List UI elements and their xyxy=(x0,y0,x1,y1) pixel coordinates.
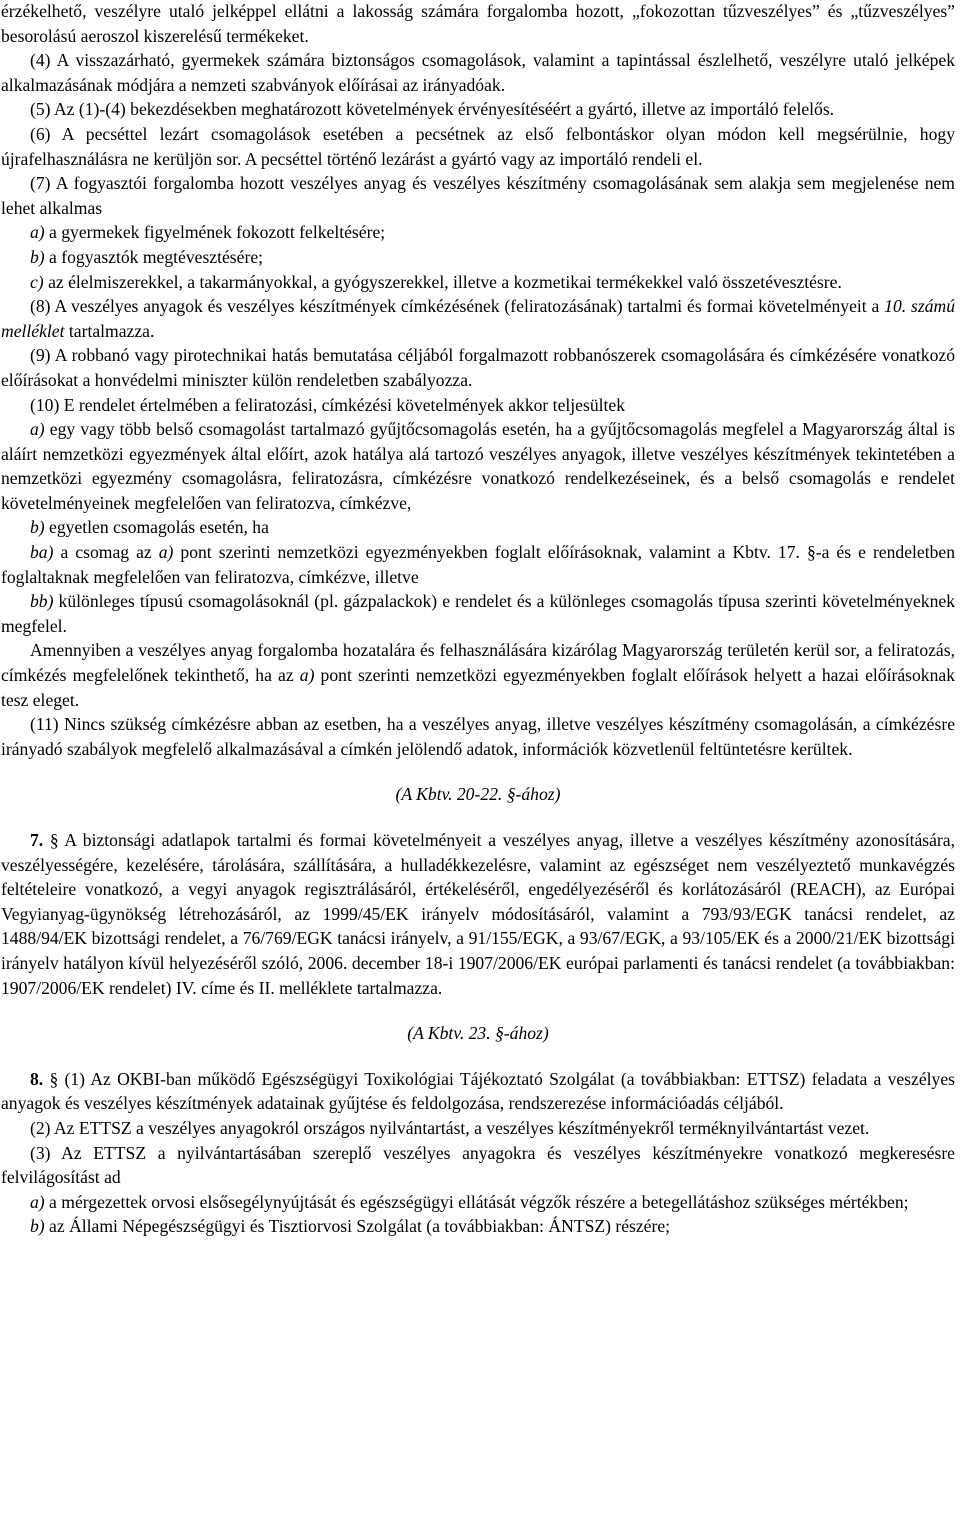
paragraph xyxy=(1,343,955,392)
text-run: (5) Az (1)-(4) bekezdésekben meghatározott követelmények érvényesítéséért a gyártó, illetve az importáló felelős. xyxy=(30,99,835,120)
paragraph xyxy=(1,220,955,245)
text-run: (10) E rendelet értelmében a feliratozási, címkézési követelmények akkor teljesültek xyxy=(30,394,625,415)
paragraph xyxy=(1,48,955,97)
text-run: (2) Az ETTSZ a veszélyes anyagokról országos nyilvántartást, a veszélyes készítményekről terméknyilvántartást vezet. xyxy=(30,1117,870,1138)
text-run: a fogyasztók megtévesztésére; xyxy=(44,246,264,267)
paragraph xyxy=(1,393,955,418)
italic-run: a) xyxy=(30,222,45,243)
text-run: (7) A fogyasztói forgalomba hozott veszélyes anyag és veszélyes készítmény csomagolásának sem alakja sem megjelenése nem lehet alkalmas xyxy=(1,173,955,218)
text-run: tartalmazza. xyxy=(64,320,155,341)
text-run: (3) Az ETTSZ a nyilvántartásában szereplő veszélyes anyagokra és veszélyes készítményekre vonatkozó megkeresésre felvilágosítást ad xyxy=(1,1142,955,1188)
section-heading xyxy=(1,1021,955,1046)
italic-run: (A Kbtv. 23. §-ához) xyxy=(407,1023,549,1044)
text-run: az élelmiszerekkel, a takarmányokkal, a gyógyszerekkel, illetve a kozmetikai termékekkel való összetévesztésre. xyxy=(43,271,842,292)
paragraph xyxy=(1,270,955,295)
paragraph-spacer xyxy=(1,1046,955,1067)
italic-run: a) xyxy=(30,1191,45,1212)
italic-run: b) xyxy=(30,517,45,538)
text-run: § A biztonsági adatlapok tartalmi és formai követelményeit a veszélyes anyag, illetve a veszélyes készítmény azonosítására, veszélyességére, kezelésére, tárolására, szállítására, a hulladékkezelésre, valamint az egészséget nem veszélyeztető munkavégzés feltételeire vonatkozó, a vegyi anyagok regisztrálásáról, értékeléséről, engedélyezéséről és korlátozásáról (REACH), az Európai Vegyianyag-ügynökség létrehozásáról, az 1999/45/EK irányelv módosításáról, valamint a 793/93/EGK tanácsi rendelet, az 1488/94/EK bizottsági rendelet, a 76/769/EGK tanácsi irányelv, a 91/155/EGK, a 93/67/EGK, a 93/105/EK és a 2000/21/EK bizottsági irányelv hatályon kívül helyezéséről szóló, 2006. december 18-i 1907/2006/EK európai parlamenti és tanácsi rendelet (a továbbiakban: 1907/2006/EK rendelet) IV. címe és II. melléklete tartalmazza. xyxy=(1,830,955,998)
paragraph xyxy=(1,828,955,1000)
paragraph xyxy=(1,245,955,270)
document-body xyxy=(1,0,955,1239)
italic-run: a) xyxy=(299,665,315,686)
text-run: (4) A visszazárható, gyermekek számára biztonságos csomagolások, valamint a tapintással észlelhető, veszélyre utaló jelképek alkalmazásának módjára a nemzeti szabványok előírásai az irányadóak. xyxy=(1,50,955,95)
italic-run: 10. számú melléklet xyxy=(1,296,955,341)
section-number: 8. xyxy=(30,1068,44,1089)
italic-run: b) xyxy=(30,1216,45,1237)
paragraph xyxy=(1,171,955,220)
paragraph xyxy=(1,1190,955,1215)
text-run: (9) A robbanó vagy pirotechnikai hatás bemutatása céljából forgalmazott robbanószerek csomagolására és címkézésére vonatkozó előírásokat a honvédelmi miniszter külön rendeletben szabályozza. xyxy=(1,345,955,390)
paragraph xyxy=(1,122,955,171)
text-run: Amennyiben a veszélyes anyag forgalomba hozatalára és felhasználására kizárólag Magyarország területén kerül sor, a feliratozás, címkézés megfelelőnek tekinthető, ha az xyxy=(1,640,955,686)
italic-run: c) xyxy=(30,271,44,292)
paragraph xyxy=(1,1214,955,1239)
text-run: a csomag az xyxy=(53,542,159,563)
paragraph xyxy=(1,712,955,761)
section-heading xyxy=(1,782,955,807)
text-run: különleges típusú csomagolásoknál (pl. gázpalackok) e rendelet és a különleges csomagolás típusa szerinti követelményeknek megfelel. xyxy=(1,591,955,636)
paragraph xyxy=(1,1141,955,1190)
text-run: pont szerinti nemzetközi egyezményekben foglalt előírásoknak, valamint a Kbtv. 17. §-a és e rendeletben foglaltaknak megfelelően van feliratozva, címkézve, illetve xyxy=(1,542,956,587)
paragraph xyxy=(1,540,955,589)
text-run: pont szerinti nemzetközi egyezményekben foglalt előírások helyett a hazai előírásoknak tesz eleget. xyxy=(1,665,956,710)
paragraph xyxy=(1,1067,955,1116)
text-run: a mérgezettek orvosi elsősegélynyújtását és egészségügyi ellátását végzők részére a betegellátáshoz szükséges mértékben; xyxy=(44,1191,909,1212)
paragraph xyxy=(1,0,955,48)
paragraph-spacer xyxy=(1,807,955,828)
section-number: 7. xyxy=(30,830,44,850)
italic-run: a) xyxy=(158,542,174,563)
paragraph-spacer xyxy=(1,1000,955,1021)
text-run: (6) A pecséttel lezárt csomagolások esetében a pecsétnek az első felbontáskor olyan módon kell megsérülnie, hogy újrafelhasználásra ne kerüljön sor. A pecséttel történő lezárást a gyártó vagy az importáló rendeli el. xyxy=(1,123,955,169)
paragraph xyxy=(1,417,955,515)
paragraph xyxy=(1,97,955,122)
italic-run: ba) xyxy=(30,542,54,563)
paragraph xyxy=(1,638,955,712)
text-run: az Állami Népegészségügyi és Tisztiorvosi Szolgálat (a továbbiakban: ÁNTSZ) részére; xyxy=(44,1216,671,1237)
text-run: érzékelhető, veszélyre utaló jelképpel ellátni a lakosság számára forgalomba hozott, „fokozottan tűzveszélyes” és „tűzveszélyes” besorolású aeroszol kiszerelésű termékeket. xyxy=(1,1,955,46)
paragraph xyxy=(1,1116,955,1141)
paragraph xyxy=(1,294,955,343)
italic-run: b) xyxy=(30,246,45,267)
italic-run: a) xyxy=(30,419,45,440)
text-run: egyetlen csomagolás esetén, ha xyxy=(44,517,269,538)
text-run: a gyermekek figyelmének fokozott felkeltésére; xyxy=(44,222,386,243)
italic-run: bb) xyxy=(30,591,54,612)
paragraph-spacer xyxy=(1,761,955,782)
text-run: egy vagy több belső csomagolást tartalmazó gyűjtőcsomagolás esetén, ha a gyűjtőcsomagolás megfelel a Magyarország által is aláírt nemzetközi egyezmények által előírt, azok hatálya alá tartozó veszélyes anyagok, illetve veszélyes készítmények tekintetében a nemzetközi egyezmény csomagolásra, feliratozásra, címkézésre vonatkozó rendelkezéseinek, és a belső csomagolás e rendelet követelményeinek megfelelően van feliratozva, címkézve, xyxy=(1,419,955,513)
paragraph xyxy=(1,515,955,540)
text-run: (11) Nincs szükség címkézésre abban az esetben, ha a veszélyes anyag, illetve veszélyes készítmény csomagolásán, a címkézésre irányadó szabályok megfelelő alkalmazásával a címkén jelölendő adatok, információk közvetlenül feltüntetésre kerültek. xyxy=(1,714,955,759)
paragraph xyxy=(1,589,955,638)
text-run: (8) A veszélyes anyagok és veszélyes készítmények címkézésének (feliratozásának) tartalmi és formai követelményeit a xyxy=(30,296,885,317)
text-run: § (1) Az OKBI-ban működő Egészségügyi Toxikológiai Tájékoztató Szolgálat (a továbbiakban: ETTSZ) feladata a veszélyes anyagok és veszélyes készítmények adatainak gyűjtése és feldolgozása, rendszerezése információadás céljából. xyxy=(1,1068,955,1114)
italic-run: (A Kbtv. 20-22. §-ához) xyxy=(395,784,561,805)
